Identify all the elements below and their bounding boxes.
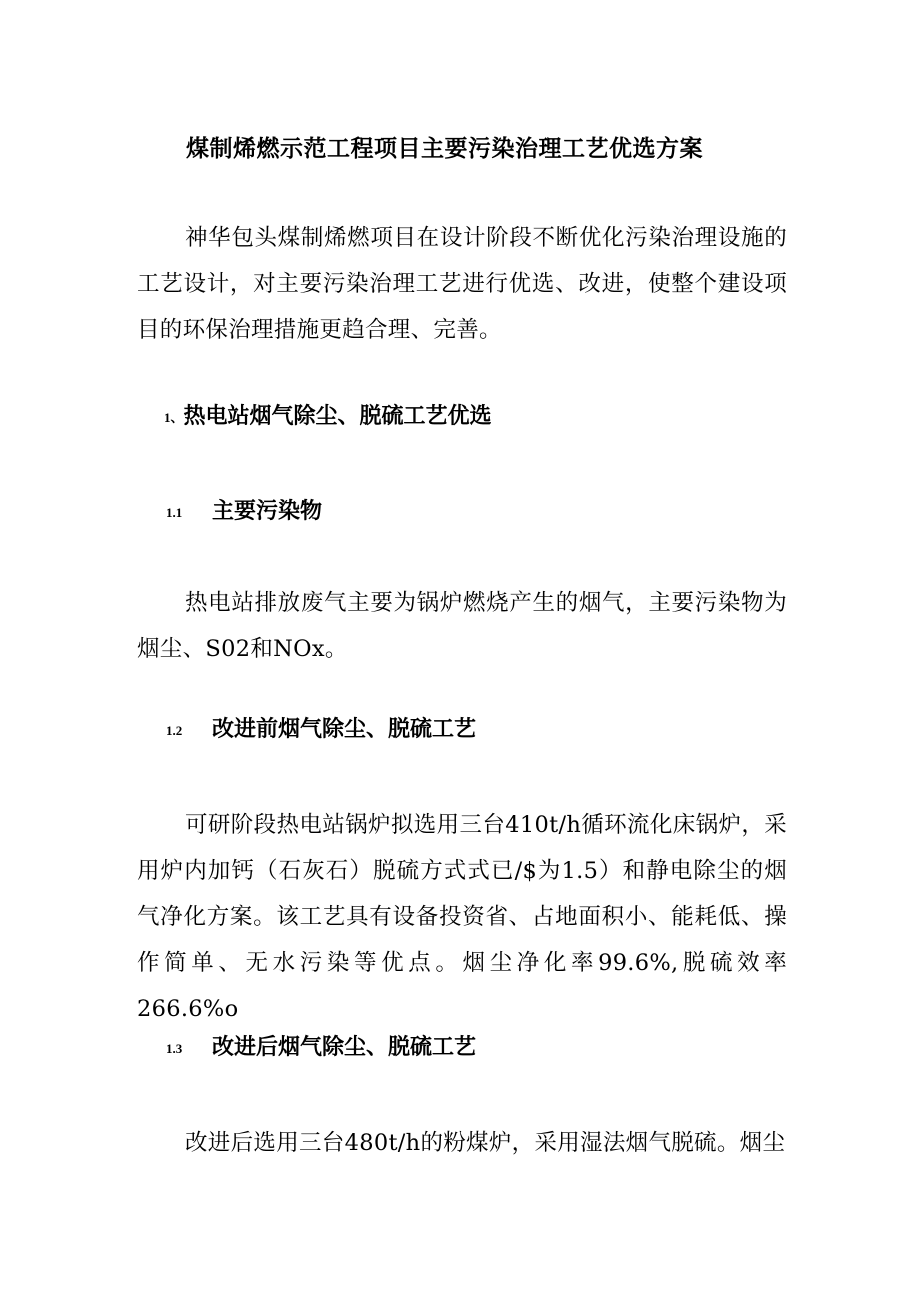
section-1-1-heading [166, 494, 322, 525]
section-1-1-number: 1.1 [166, 505, 183, 520]
section-1-2-title: 改进前烟气除尘、脱硫工艺 [212, 716, 477, 742]
section-1-2-heading [166, 712, 476, 743]
section-1-1-title: 主要污染物 [212, 498, 323, 524]
intro-paragraph: 神华包头煤制烯燃项目在设计阶段不断优化污染治理设施的工艺设计，对主要污染治理工艺进行优选、改进，使整个建设项目的环保治理措施更趋合理、完善。 [137, 225, 787, 343]
section-1-3-title: 改进后烟气除尘、脱硫工艺 [212, 1034, 477, 1060]
section-1-3-number: 1.3 [166, 1041, 183, 1056]
section-1-2-number: 1.2 [166, 723, 183, 738]
section-1-number: 1、 [164, 410, 184, 425]
section-1-title: 热电站烟气除尘、脱硫工艺优选 [183, 403, 492, 429]
document-title: 煤制烯燃示范工程项目主要污染治理工艺优选方案 [186, 135, 703, 162]
section-1-1-paragraph: 热电站排放废气主要为锅炉燃烧产生的烟气，主要污染物为烟尘、S02和NOx。 [137, 590, 787, 662]
section-1-heading [164, 399, 492, 430]
section-1-3-heading [166, 1030, 476, 1061]
section-1-2-paragraph: 可研阶段热电站锅炉拟选用三台410t/h循环流化床锅炉，采用炉内加钙（石灰石）脱硫方式式已/$为1.5）和静电除尘的烟气净化方案。该工艺具有设备投资省、占地面积小、能耗低、操作简单、无水污染等优点。烟尘净化率99.6%,脱硫效率266.6%o [137, 812, 787, 1022]
section-1-3-paragraph: 改进后选用三台480t/h的粉煤炉，采用湿法烟气脱硫。烟尘 [185, 1130, 786, 1156]
